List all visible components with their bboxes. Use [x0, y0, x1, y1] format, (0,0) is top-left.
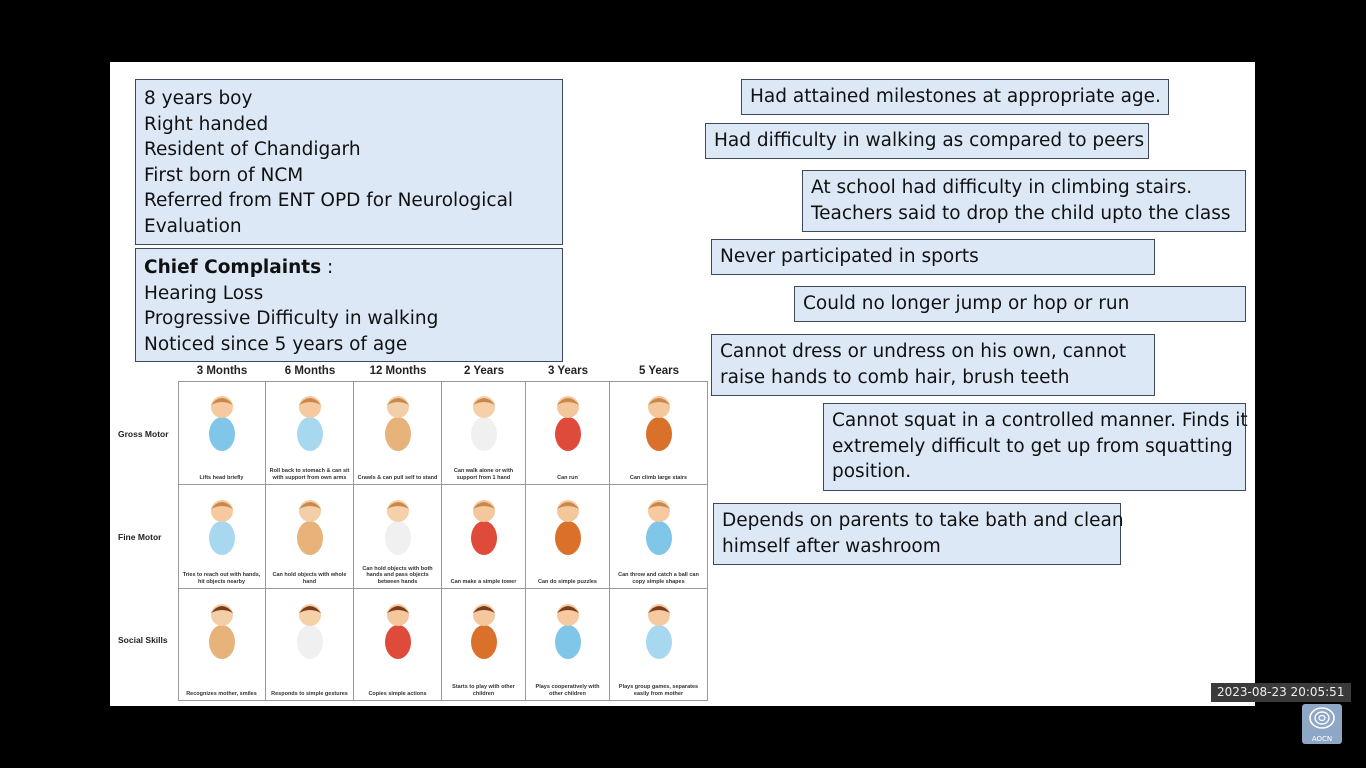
- history-line: Cannot squat in a controlled manner. Finds it: [832, 410, 1248, 431]
- milestone-cell: [178, 485, 266, 589]
- detail-line: Right handed: [144, 113, 269, 135]
- row-header: Social Skills: [118, 635, 168, 645]
- child-illustration-icon: [629, 597, 689, 667]
- history-line: position.: [832, 461, 912, 482]
- logo-text: AOCN: [1311, 735, 1333, 743]
- history-box-walking: [705, 123, 1149, 159]
- milestone-cell: [266, 589, 354, 701]
- heading-colon: :: [321, 257, 334, 278]
- history-line: Depends on parents to take bath and clean: [722, 510, 1124, 531]
- milestone-caption: Plays cooperatively with other children: [535, 684, 600, 697]
- milestone-cell: [354, 381, 442, 485]
- milestone-caption: Tries to reach out with hands, hit objects nearby: [182, 572, 261, 585]
- child-illustration-icon: [454, 493, 514, 563]
- child-illustration-icon: [454, 597, 514, 667]
- column-header: 3 Years: [547, 365, 589, 377]
- detail-line: Resident of Chandigarh: [144, 139, 361, 160]
- detail-line: First born of NCM: [144, 164, 304, 186]
- child-illustration-icon: [192, 389, 252, 459]
- history-line: Cannot dress or undress on his own, cannot: [720, 341, 1127, 362]
- column-header: 5 Years: [638, 365, 680, 377]
- history-box-stairs: [802, 170, 1246, 232]
- milestone-caption: Starts to play with other children: [452, 684, 515, 697]
- milestone-caption: Can do simple puzzles: [538, 578, 597, 585]
- history-line: himself after washroom: [722, 535, 941, 557]
- milestone-cell: [178, 381, 266, 485]
- slide: [110, 62, 1255, 706]
- milestone-caption: Lifts head briefly: [199, 474, 244, 481]
- history-line: raise hands to comb hair, brush teeth: [720, 366, 1070, 388]
- row-header: Fine Motor: [118, 532, 162, 542]
- child-illustration-icon: [368, 493, 428, 563]
- history-box-jump: [794, 286, 1246, 322]
- history-box-bathing: [713, 503, 1124, 565]
- complaint-line: Progressive Difficulty in walking: [144, 308, 439, 329]
- history-box-squat: [823, 403, 1246, 491]
- column-header: 2 Years: [463, 365, 505, 377]
- child-illustration-icon: [538, 389, 598, 459]
- milestone-caption: Can walk alone or with support from 1 hand: [453, 468, 514, 481]
- child-illustration-icon: [538, 597, 598, 667]
- chief-complaints-heading-line: [144, 255, 554, 281]
- history-box-milestones: [741, 79, 1169, 115]
- milestone-caption: Can hold objects with whole hand: [272, 572, 347, 585]
- milestone-cell: [610, 589, 708, 701]
- milestone-caption: Can throw and catch a ball can copy simple shapes: [618, 572, 699, 585]
- history-box-sports: [711, 239, 1155, 275]
- complaint-line: Hearing Loss: [144, 282, 264, 304]
- brain-logo-icon: [1302, 704, 1342, 734]
- milestone-caption: Roll back to stomach & can sit with support from own arms: [269, 468, 350, 481]
- milestone-cell: [610, 485, 708, 589]
- milestone-cell: [442, 485, 526, 589]
- chief-complaints-box: [135, 248, 563, 362]
- detail-line: Referred from ENT OPD for Neurological: [144, 190, 514, 211]
- milestone-caption: Can climb large stairs: [629, 474, 688, 481]
- complaint-line: Noticed since 5 years of age: [144, 333, 408, 355]
- milestone-cell: [354, 485, 442, 589]
- milestone-cell: [442, 589, 526, 701]
- history-box-dressing: [711, 334, 1155, 396]
- child-illustration-icon: [192, 493, 252, 563]
- child-illustration-icon: [280, 389, 340, 459]
- recording-timestamp: 2023-08-23 20:05:51: [1211, 683, 1351, 702]
- milestone-caption: Plays group games, separates easily from mother: [618, 684, 699, 697]
- history-line: Teachers said to drop the child upto the class: [811, 202, 1231, 224]
- milestone-cell: [526, 485, 610, 589]
- row-header: Gross Motor: [118, 429, 169, 439]
- child-illustration-icon: [368, 597, 428, 667]
- history-line: At school had difficulty in climbing stairs.: [811, 177, 1193, 198]
- milestone-caption: Can hold objects with both hands and pass objects between hands: [362, 565, 433, 585]
- milestone-caption: Responds to simple gestures: [271, 690, 348, 697]
- milestone-caption: Copies simple actions: [368, 690, 427, 697]
- child-illustration-icon: [629, 493, 689, 563]
- detail-line: 8 years boy: [144, 88, 253, 109]
- child-illustration-icon: [192, 597, 252, 667]
- history-line: Had attained milestones at appropriate age.: [750, 86, 1161, 107]
- child-illustration-icon: [368, 389, 428, 459]
- child-illustration-icon: [454, 389, 514, 459]
- milestone-cell: [178, 589, 266, 701]
- child-illustration-icon: [629, 389, 689, 459]
- column-header: 6 Months: [284, 365, 336, 377]
- milestone-caption: Crawls & can pull self to stand: [357, 474, 438, 481]
- history-line: extremely difficult to get up from squatting: [832, 435, 1233, 457]
- history-line: Could no longer jump or hop or run: [803, 293, 1130, 314]
- milestone-cell: [266, 381, 354, 485]
- milestone-cell: [442, 381, 526, 485]
- aocn-logo: [1302, 704, 1342, 744]
- milestone-caption: Can make a simple tower: [450, 578, 517, 585]
- child-illustration-icon: [538, 493, 598, 563]
- milestone-cell: [266, 485, 354, 589]
- milestone-cell: [354, 589, 442, 701]
- chief-complaints-heading: Chief Complaints: [144, 257, 322, 278]
- milestone-caption: Recognizes mother, smiles: [186, 690, 257, 697]
- child-illustration-icon: [280, 597, 340, 667]
- column-header: 12 Months: [369, 365, 427, 377]
- column-header: 3 Months: [196, 365, 248, 377]
- milestone-cell: [526, 381, 610, 485]
- history-line: Never participated in sports: [720, 246, 979, 267]
- detail-line: Evaluation: [144, 215, 242, 237]
- milestone-cell: [526, 589, 610, 701]
- milestone-caption: Can run: [557, 474, 578, 481]
- history-line: Had difficulty in walking as compared to peers: [714, 130, 1145, 151]
- developmental-milestones-chart: [118, 365, 708, 705]
- patient-details-box: [135, 79, 563, 245]
- milestone-cell: [610, 381, 708, 485]
- child-illustration-icon: [280, 493, 340, 563]
